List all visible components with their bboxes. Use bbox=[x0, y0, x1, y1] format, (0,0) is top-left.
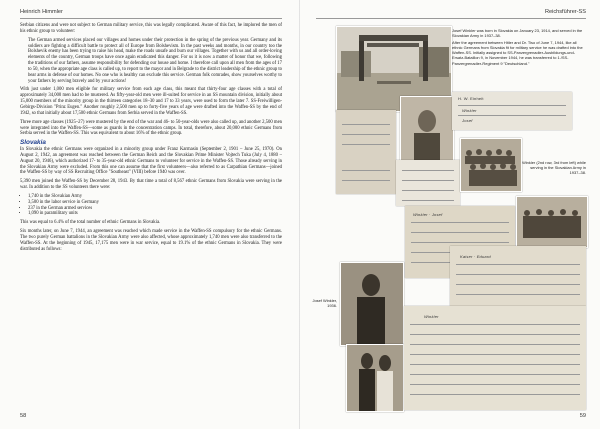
doc-field-name: H. W. Einheit bbox=[458, 96, 484, 101]
list-item: • 237 in the German armed services bbox=[28, 206, 282, 212]
ledger-document-3 bbox=[404, 306, 586, 410]
list-item: • 1,740 in the Slovakian Army bbox=[28, 194, 282, 200]
left-body-text bbox=[20, 23, 282, 256]
army-group-photo bbox=[460, 138, 522, 192]
winkler-portrait-photo bbox=[340, 262, 404, 346]
caption-paragraph: Josef Winkler was born in Slovakia on January 23, 1914, and served in the Slovakian Army in 1937–38. bbox=[452, 28, 583, 39]
soldbuch-document bbox=[336, 110, 396, 194]
paragraph: 5,390 men joined the Waffen-SS by December 28, 1943. By that time a total of 8,567 ethnic Germans from Slovakia were serving in the war. In addition to the SS volunteers there were: bbox=[20, 179, 282, 191]
soldier-portrait-photo bbox=[400, 96, 454, 162]
caption-army-photo: Winkler (2nd row, 3rd from left) while serving in the Slovakian Army in 1937–38. bbox=[522, 160, 586, 176]
section-heading: Slovakia bbox=[20, 139, 46, 147]
block-quote: The German armed services placed our villages and homes under their protection in the spring of the previous year. Germany and its soldiers are fighting a difficult battle to protect all of Europe from Bolshevism. In the past weeks and months, in our country too the Bolshevik enemy has been trying to raise his head, make the roads unsafe and burn our villages. Together with us and all order-loving elements of the country, German troops have once again eradicated this danger. For us it is now a matter of honor that we, following the traditions of our fathers, assume responsibility for defending our house and home. I therefore call upon all men from the ages of 17 to 50, when the appropriate age class is called up, to report to the mayor and in Belgrade to the district leadership of the ethnic group to bear arms in defense of our homes. No one who is healthy can exclude this service. German folk comrades, show yourselves worthy to your fathers by serving bravely and by your actions! bbox=[28, 37, 282, 84]
ledger-document-2 bbox=[450, 246, 586, 306]
folio-right: 59 bbox=[579, 413, 586, 419]
doc-field-firstname: Josef bbox=[462, 118, 473, 123]
running-head-right: Reichsführer-SS bbox=[544, 9, 586, 15]
caption-main bbox=[452, 28, 586, 68]
ledger-entry: Winkler bbox=[424, 314, 439, 319]
caption-portrait: Josef Winkler, 1936. bbox=[312, 298, 337, 309]
running-head-left: Heinrich Himmler bbox=[20, 9, 63, 15]
list-item: • 3,500 in the labor service in Germany bbox=[28, 200, 282, 206]
family-photo bbox=[346, 344, 404, 412]
paragraph: Three more age classes (1925–27) were mustered by the end of the war and 46- to 50-year-olds were also called up, and another 2,500 men were integrated into the Waffen-SS—some as guards in the concentration camps. In total, therefore, about 20,000 ethnic Germans from Serbia served in the Waffen-SS. This was equivalent to about 16% of the ethnic group. bbox=[20, 119, 282, 137]
caption-paragraph: After the agreement between Hitler and Dr. Tiso of June 7, 1944, like all ethnic Germans from Slovakia fit for military service he was drafted into the Waffen-SS. Initially assigned to SS-Panzergrenadier-Ausbildungs-und-Ersatz-Bataillon 9, in November 1944, he was transferred to 1./SS-Panzergrenadier-Regiment 9 "Deutschland." bbox=[452, 40, 583, 66]
list-item: • 1,090 in paramilitary units bbox=[28, 211, 282, 217]
folio-left: 58 bbox=[20, 413, 27, 419]
unit-group-photo bbox=[516, 196, 588, 248]
paragraph: This was equal to 6.4% of the total number of ethnic Germans in Slovakia. bbox=[20, 220, 161, 226]
paragraph: Serbian citizens and were not subject to German military service, this was legally complicated. Aware of this fact, he implored the men of his ethnic group to volunteer: bbox=[20, 23, 282, 34]
header-rule-left bbox=[20, 18, 282, 19]
paragraph: In Slovakia the ethnic Germans were organized in a minority group under Franz Karmasin (September 2, 1901 – June 25, 1970). On August 2, 1942, an agreement was reached between the German Reich and the Slovakian Prime Minister Vojtech Tuka (July 4, 1880 – August 20, 1946), which authorized 17- to 35-year-old ethnic Germans to volunteer for service in the Waffen-SS. Those already serving in the Slovakian Army were excluded. From this one can assume that the first volunteers—also referred to as Carpathian Germans—joined the Waffen-SS by way of SS Recruiting Office "Southeast" (VIII) before 1940 was over. bbox=[20, 147, 282, 176]
doc-field-surname: Winkler bbox=[462, 108, 477, 113]
personal-card-document bbox=[396, 160, 460, 206]
paragraph: With just under 1,000 men eligible for military service from each age class, this meant that thirty-four age classes with a total of approximately 34,000 men had to be mustered. As fifty-year-old men were ill-suited for service in an SS mountain division, initially about 15,000 members of the minority group in the thirteen categories 18–30 and 17 to 33 years, were used to form the later 7. SS-Freiwilligen-Gebirgs-Division "Prinz Eugen." Another roughly 2,500 men up to forty-five years of age were drafted into the Waffen-SS by the end of 1942, so that initially about 17,500 ethnic Germans from Serbia served in the Waffen-SS. bbox=[20, 87, 282, 116]
bullet-list bbox=[20, 194, 282, 217]
ledger-entry: Winkler · Josef bbox=[413, 212, 443, 217]
ledger-entry: Kaiser · Eduard bbox=[460, 254, 491, 259]
header-rule-right bbox=[316, 18, 586, 19]
paragraph: Six months later, on June 7, 1944, an agreement was reached which made service in the Waffen-SS compulsory for the ethnic Germans. The two purely German battalions in the Slovakian Army were also affected, whose approximately 1,740 men were also transferred to the Waffen-SS. At the beginning of 1945, 17,175 men were in war service, equal to 19.1% of the ethnic Germans in Slovakia. They were distributed as follows: bbox=[20, 229, 282, 252]
id-card-document bbox=[452, 92, 572, 130]
